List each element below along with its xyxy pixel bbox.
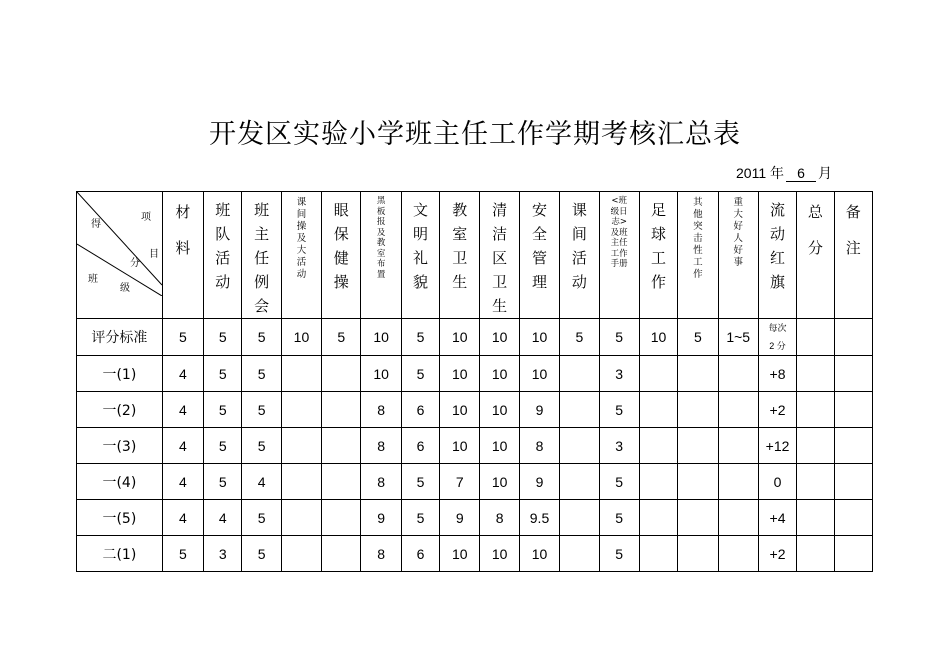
remark-cell: [834, 464, 872, 500]
cell: 9.5: [519, 500, 559, 536]
flag-cell: +12: [758, 428, 796, 464]
cell: 10: [281, 319, 321, 356]
cell: [560, 464, 599, 500]
corner-mu: 目: [149, 249, 159, 260]
cell: 5: [204, 319, 242, 356]
cell: 4: [162, 464, 203, 500]
standard-row: [77, 319, 873, 356]
remark-cell: [834, 536, 872, 572]
cell: [281, 536, 321, 572]
corner-ji: 级: [120, 283, 130, 294]
cell: 5: [204, 392, 242, 428]
cell: 5: [204, 356, 242, 392]
cell: 5: [242, 392, 281, 428]
cell: 4: [242, 464, 281, 500]
cell: 3: [599, 356, 639, 392]
cell: 4: [204, 500, 242, 536]
cell: [322, 428, 361, 464]
cell: 8: [361, 536, 401, 572]
flag-note-cell: [758, 319, 796, 356]
cell: 10: [480, 464, 519, 500]
total-cell: [797, 392, 834, 428]
date-month-value: 6: [786, 166, 816, 182]
header-row: [77, 192, 873, 319]
cell: 10: [440, 392, 480, 428]
total-cell: [797, 356, 834, 392]
cell: 5: [599, 464, 639, 500]
col-header-football: 足球工作: [639, 192, 677, 319]
cell: 5: [242, 319, 281, 356]
col-header-class-log: <班级日志>及班主任工作手册: [599, 192, 639, 319]
cell: 5: [242, 428, 281, 464]
cell: 5: [599, 536, 639, 572]
flag-cell: +2: [758, 536, 796, 572]
cell: [678, 464, 718, 500]
class-row: [77, 428, 873, 464]
cell: [639, 536, 677, 572]
cell: [678, 428, 718, 464]
date-line: [736, 163, 832, 183]
remark-cell: [834, 428, 872, 464]
total-cell: [797, 428, 834, 464]
cell: 8: [480, 500, 519, 536]
corner-fen: 分: [130, 258, 140, 269]
col-header-courtesy: 文明礼貌: [401, 192, 439, 319]
row-label: 一(2): [77, 392, 163, 428]
cell: [560, 392, 599, 428]
total-cell: [797, 536, 834, 572]
date-month-label: 月: [818, 165, 832, 181]
cell: 6: [401, 536, 439, 572]
flag-note-line1: 每次: [768, 323, 787, 333]
remark-cell: [834, 319, 872, 356]
cell: 5: [599, 319, 639, 356]
corner-de: 得: [91, 219, 101, 230]
cell: 10: [440, 428, 480, 464]
cell: [718, 464, 758, 500]
cell: 10: [480, 428, 519, 464]
cell: 9: [519, 464, 559, 500]
col-header-other-tasks: 其他突击性工作: [678, 192, 718, 319]
total-cell: [797, 464, 834, 500]
cell: 10: [440, 536, 480, 572]
remark-cell: [834, 392, 872, 428]
cell: [718, 536, 758, 572]
col-header-materials: 材料: [162, 192, 203, 319]
col-header-remark: 备注: [834, 192, 872, 319]
row-label: 一(1): [77, 356, 163, 392]
col-header-total: 总分: [797, 192, 834, 319]
cell: 10: [480, 392, 519, 428]
col-header-classroom-hygiene: 教室卫生: [440, 192, 480, 319]
cell: 10: [519, 536, 559, 572]
cell: 5: [322, 319, 361, 356]
corner-ban: 班: [88, 274, 98, 285]
row-label: 一(4): [77, 464, 163, 500]
total-cell: [797, 319, 834, 356]
cell: [639, 500, 677, 536]
cell: [639, 428, 677, 464]
corner-header-cell: [77, 192, 163, 319]
class-row: [77, 356, 873, 392]
cell: [639, 356, 677, 392]
cell: 5: [678, 319, 718, 356]
flag-cell: 0: [758, 464, 796, 500]
row-label: 评分标准: [77, 319, 163, 356]
cell: [281, 428, 321, 464]
corner-xiang: 项: [141, 212, 151, 223]
cell: 6: [401, 428, 439, 464]
cell: 5: [599, 392, 639, 428]
flag-note-line2: 2 分: [769, 341, 786, 351]
row-label: 二(1): [77, 536, 163, 572]
total-cell: [797, 500, 834, 536]
cell: [678, 356, 718, 392]
flag-cell: +8: [758, 356, 796, 392]
cell: [281, 500, 321, 536]
cell: 5: [599, 500, 639, 536]
cell: 1~5: [718, 319, 758, 356]
cell: 8: [361, 464, 401, 500]
cell: [322, 500, 361, 536]
cell: [322, 392, 361, 428]
col-header-good-deeds: 重大好人好事: [718, 192, 758, 319]
col-header-blackboard: 黑板报及教室布置: [361, 192, 401, 319]
cell: 4: [162, 500, 203, 536]
cell: [322, 464, 361, 500]
cell: 4: [162, 392, 203, 428]
page-title: 开发区实验小学班主任工作学期考核汇总表: [209, 119, 741, 150]
cell: 10: [440, 319, 480, 356]
cell: 10: [519, 356, 559, 392]
cell: 3: [599, 428, 639, 464]
cell: 5: [401, 319, 439, 356]
cell: [678, 500, 718, 536]
cell: 5: [204, 428, 242, 464]
flag-cell: +2: [758, 392, 796, 428]
cell: 5: [162, 319, 203, 356]
cell: 7: [440, 464, 480, 500]
cell: 5: [204, 464, 242, 500]
col-header-exercise: 课间操及大活动: [281, 192, 321, 319]
class-row: [77, 464, 873, 500]
col-header-eye-exercise: 眼保健操: [322, 192, 361, 319]
class-row: [77, 536, 873, 572]
cell: [281, 392, 321, 428]
cell: [322, 356, 361, 392]
row-label: 一(5): [77, 500, 163, 536]
col-header-safety: 安全管理: [519, 192, 559, 319]
cell: 10: [480, 319, 519, 356]
remark-cell: [834, 356, 872, 392]
remark-cell: [834, 500, 872, 536]
class-row: [77, 392, 873, 428]
cell: 10: [480, 536, 519, 572]
cell: [560, 500, 599, 536]
cell: [281, 356, 321, 392]
cell: 4: [162, 428, 203, 464]
cell: 10: [361, 319, 401, 356]
cell: 10: [519, 319, 559, 356]
cell: [678, 392, 718, 428]
cell: 6: [401, 392, 439, 428]
row-label: 一(3): [77, 428, 163, 464]
cell: [678, 536, 718, 572]
cell: 4: [162, 356, 203, 392]
date-year: 2011 年: [736, 165, 784, 181]
cell: [560, 356, 599, 392]
cell: 8: [361, 428, 401, 464]
assessment-table: [76, 191, 873, 572]
cell: 5: [401, 356, 439, 392]
cell: 8: [519, 428, 559, 464]
cell: [281, 464, 321, 500]
cell: [560, 428, 599, 464]
col-header-team-activity: 班队活动: [204, 192, 242, 319]
cell: [639, 464, 677, 500]
cell: 9: [361, 500, 401, 536]
cell: 10: [361, 356, 401, 392]
cell: 5: [401, 500, 439, 536]
cell: [718, 428, 758, 464]
class-row: [77, 500, 873, 536]
cell: [560, 536, 599, 572]
cell: 5: [242, 500, 281, 536]
cell: 5: [560, 319, 599, 356]
cell: 10: [480, 356, 519, 392]
cell: 5: [401, 464, 439, 500]
cell: 3: [204, 536, 242, 572]
cell: [718, 500, 758, 536]
cell: [639, 392, 677, 428]
flag-cell: +4: [758, 500, 796, 536]
cell: 5: [162, 536, 203, 572]
cell: 5: [242, 356, 281, 392]
col-header-red-flag: 流动红旗: [758, 192, 796, 319]
cell: [322, 536, 361, 572]
col-header-teacher-meeting: 班主任例会: [242, 192, 281, 319]
cell: 5: [242, 536, 281, 572]
cell: 9: [519, 392, 559, 428]
cell: 10: [440, 356, 480, 392]
cell: [718, 392, 758, 428]
col-header-break-activity: 课间活动: [560, 192, 599, 319]
col-header-area-hygiene: 清洁区卫生: [480, 192, 519, 319]
cell: 8: [361, 392, 401, 428]
cell: [718, 356, 758, 392]
cell: 10: [639, 319, 677, 356]
cell: 9: [440, 500, 480, 536]
